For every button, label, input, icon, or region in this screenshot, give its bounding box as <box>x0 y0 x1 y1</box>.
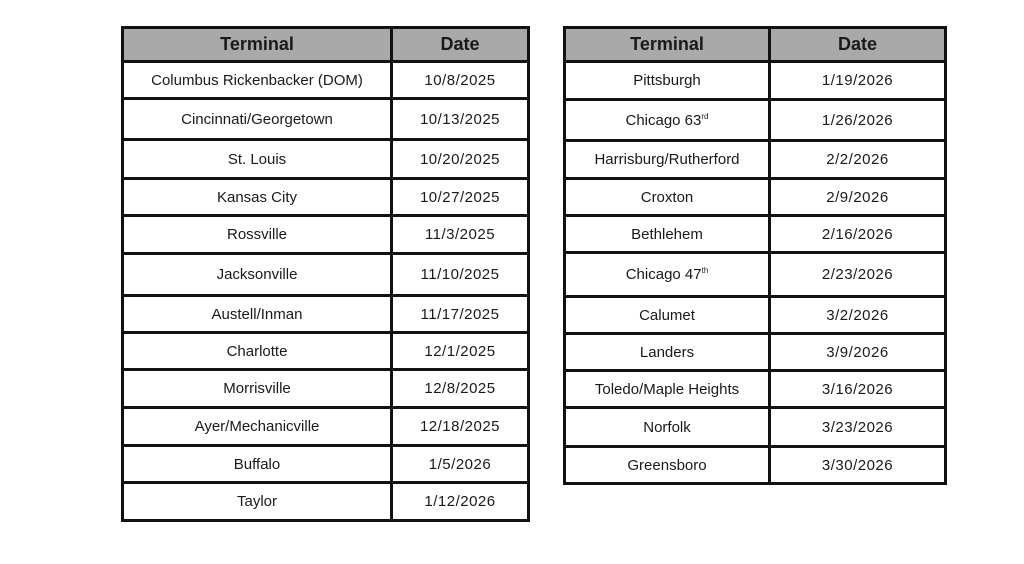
date-cell: 11/17/2025 <box>392 296 529 333</box>
terminal-name: Norfolk <box>643 418 691 436</box>
column-header-date: Date <box>770 28 946 62</box>
terminal-name: Croxton <box>640 188 694 206</box>
table-row <box>565 408 946 447</box>
terminal-name: Chicago 63 <box>625 111 702 129</box>
terminal-name: Cincinnati/Georgetown <box>181 110 333 128</box>
date-cell: 2/9/2026 <box>770 179 946 216</box>
terminal-cell <box>565 371 770 408</box>
terminal-name: Morrisville <box>223 380 291 397</box>
date-cell: 1/12/2026 <box>392 483 529 521</box>
terminal-name: Chicago 47 <box>625 266 702 283</box>
table-row <box>123 408 529 446</box>
terminal-cell <box>123 333 392 370</box>
ordinal-suffix: rd <box>701 111 709 121</box>
terminal-cell <box>123 408 392 446</box>
table-row <box>565 62 946 100</box>
table-row <box>123 254 529 296</box>
column-header-terminal: Terminal <box>123 28 392 62</box>
column-header-terminal: Terminal <box>565 28 770 62</box>
header-row <box>123 28 529 62</box>
terminal-cell <box>123 296 392 333</box>
terminal-cell <box>565 408 770 447</box>
schedule-table-right <box>563 26 947 485</box>
terminal-cell <box>123 216 392 254</box>
date-cell: 11/10/2025 <box>392 254 529 296</box>
table-row <box>123 140 529 179</box>
terminal-name: Austell/Inman <box>211 305 303 323</box>
table-row <box>123 296 529 333</box>
terminal-cell <box>565 141 770 179</box>
terminal-name: Buffalo <box>233 455 281 473</box>
date-cell: 1/26/2026 <box>770 100 946 141</box>
date-cell: 10/8/2025 <box>392 62 529 99</box>
date-cell: 2/16/2026 <box>770 216 946 253</box>
date-cell: 3/9/2026 <box>770 334 946 371</box>
terminal-name: St. Louis <box>227 150 287 168</box>
terminal-name: Calumet <box>639 306 695 324</box>
table-row <box>565 100 946 141</box>
date-cell: 12/8/2025 <box>392 370 529 408</box>
ordinal-suffix: th <box>701 266 709 275</box>
date-cell: 12/1/2025 <box>392 333 529 370</box>
date-cell: 12/18/2025 <box>392 408 529 446</box>
date-cell: 11/3/2025 <box>392 216 529 254</box>
terminal-name: Ayer/Mechanicville <box>194 418 320 435</box>
schedule-table-left <box>121 26 530 522</box>
table-row <box>123 216 529 254</box>
date-cell: 3/2/2026 <box>770 297 946 334</box>
terminal-cell <box>565 447 770 484</box>
terminal-cell <box>123 254 392 296</box>
terminal-name: Kansas City <box>216 188 298 206</box>
table-row <box>123 370 529 408</box>
terminal-name: Landers <box>639 343 695 361</box>
terminal-cell <box>565 253 770 297</box>
terminal-name: Charlotte <box>226 342 288 360</box>
date-cell: 10/20/2025 <box>392 140 529 179</box>
table-row <box>123 179 529 216</box>
table-row <box>565 253 946 297</box>
date-cell: 2/2/2026 <box>770 141 946 179</box>
date-cell: 1/19/2026 <box>770 62 946 100</box>
terminal-cell <box>565 334 770 371</box>
terminal-cell <box>123 483 392 521</box>
terminal-cell <box>123 62 392 99</box>
terminal-name: Pittsburgh <box>633 72 701 89</box>
table-row <box>565 179 946 216</box>
terminal-cell <box>565 216 770 253</box>
terminal-name: Columbus Rickenbacker (DOM) <box>151 71 363 89</box>
terminal-name: Toledo/Maple Heights <box>594 380 740 398</box>
table-row <box>565 334 946 371</box>
terminal-name: Taylor <box>236 493 277 510</box>
table-row <box>565 216 946 253</box>
column-header-date: Date <box>392 28 529 62</box>
terminal-name: Jacksonville <box>216 266 298 283</box>
date-cell: 3/30/2026 <box>770 447 946 484</box>
table-row <box>123 446 529 483</box>
date-cell: 1/5/2026 <box>392 446 529 483</box>
terminal-name: Greensboro <box>627 456 707 474</box>
table-row <box>123 333 529 370</box>
table-row <box>565 141 946 179</box>
terminal-cell <box>565 297 770 334</box>
header-row <box>565 28 946 62</box>
table-row <box>123 62 529 99</box>
date-cell: 3/16/2026 <box>770 371 946 408</box>
date-cell: 2/23/2026 <box>770 253 946 297</box>
table-row <box>123 99 529 140</box>
terminal-cell <box>565 100 770 141</box>
terminal-cell <box>123 99 392 140</box>
terminal-cell <box>123 140 392 179</box>
terminal-cell <box>123 446 392 483</box>
terminal-cell <box>565 62 770 100</box>
terminal-cell <box>123 179 392 216</box>
terminal-name: Rossville <box>226 226 287 243</box>
terminal-name: Harrisburg/Rutherford <box>594 151 740 168</box>
terminal-name: Bethlehem <box>631 225 703 243</box>
date-cell: 10/27/2025 <box>392 179 529 216</box>
date-cell: 3/23/2026 <box>770 408 946 447</box>
date-cell: 10/13/2025 <box>392 99 529 140</box>
table-row <box>565 297 946 334</box>
terminal-cell <box>123 370 392 408</box>
terminal-cell <box>565 179 770 216</box>
table-row <box>123 483 529 521</box>
table-row <box>565 447 946 484</box>
table-row <box>565 371 946 408</box>
